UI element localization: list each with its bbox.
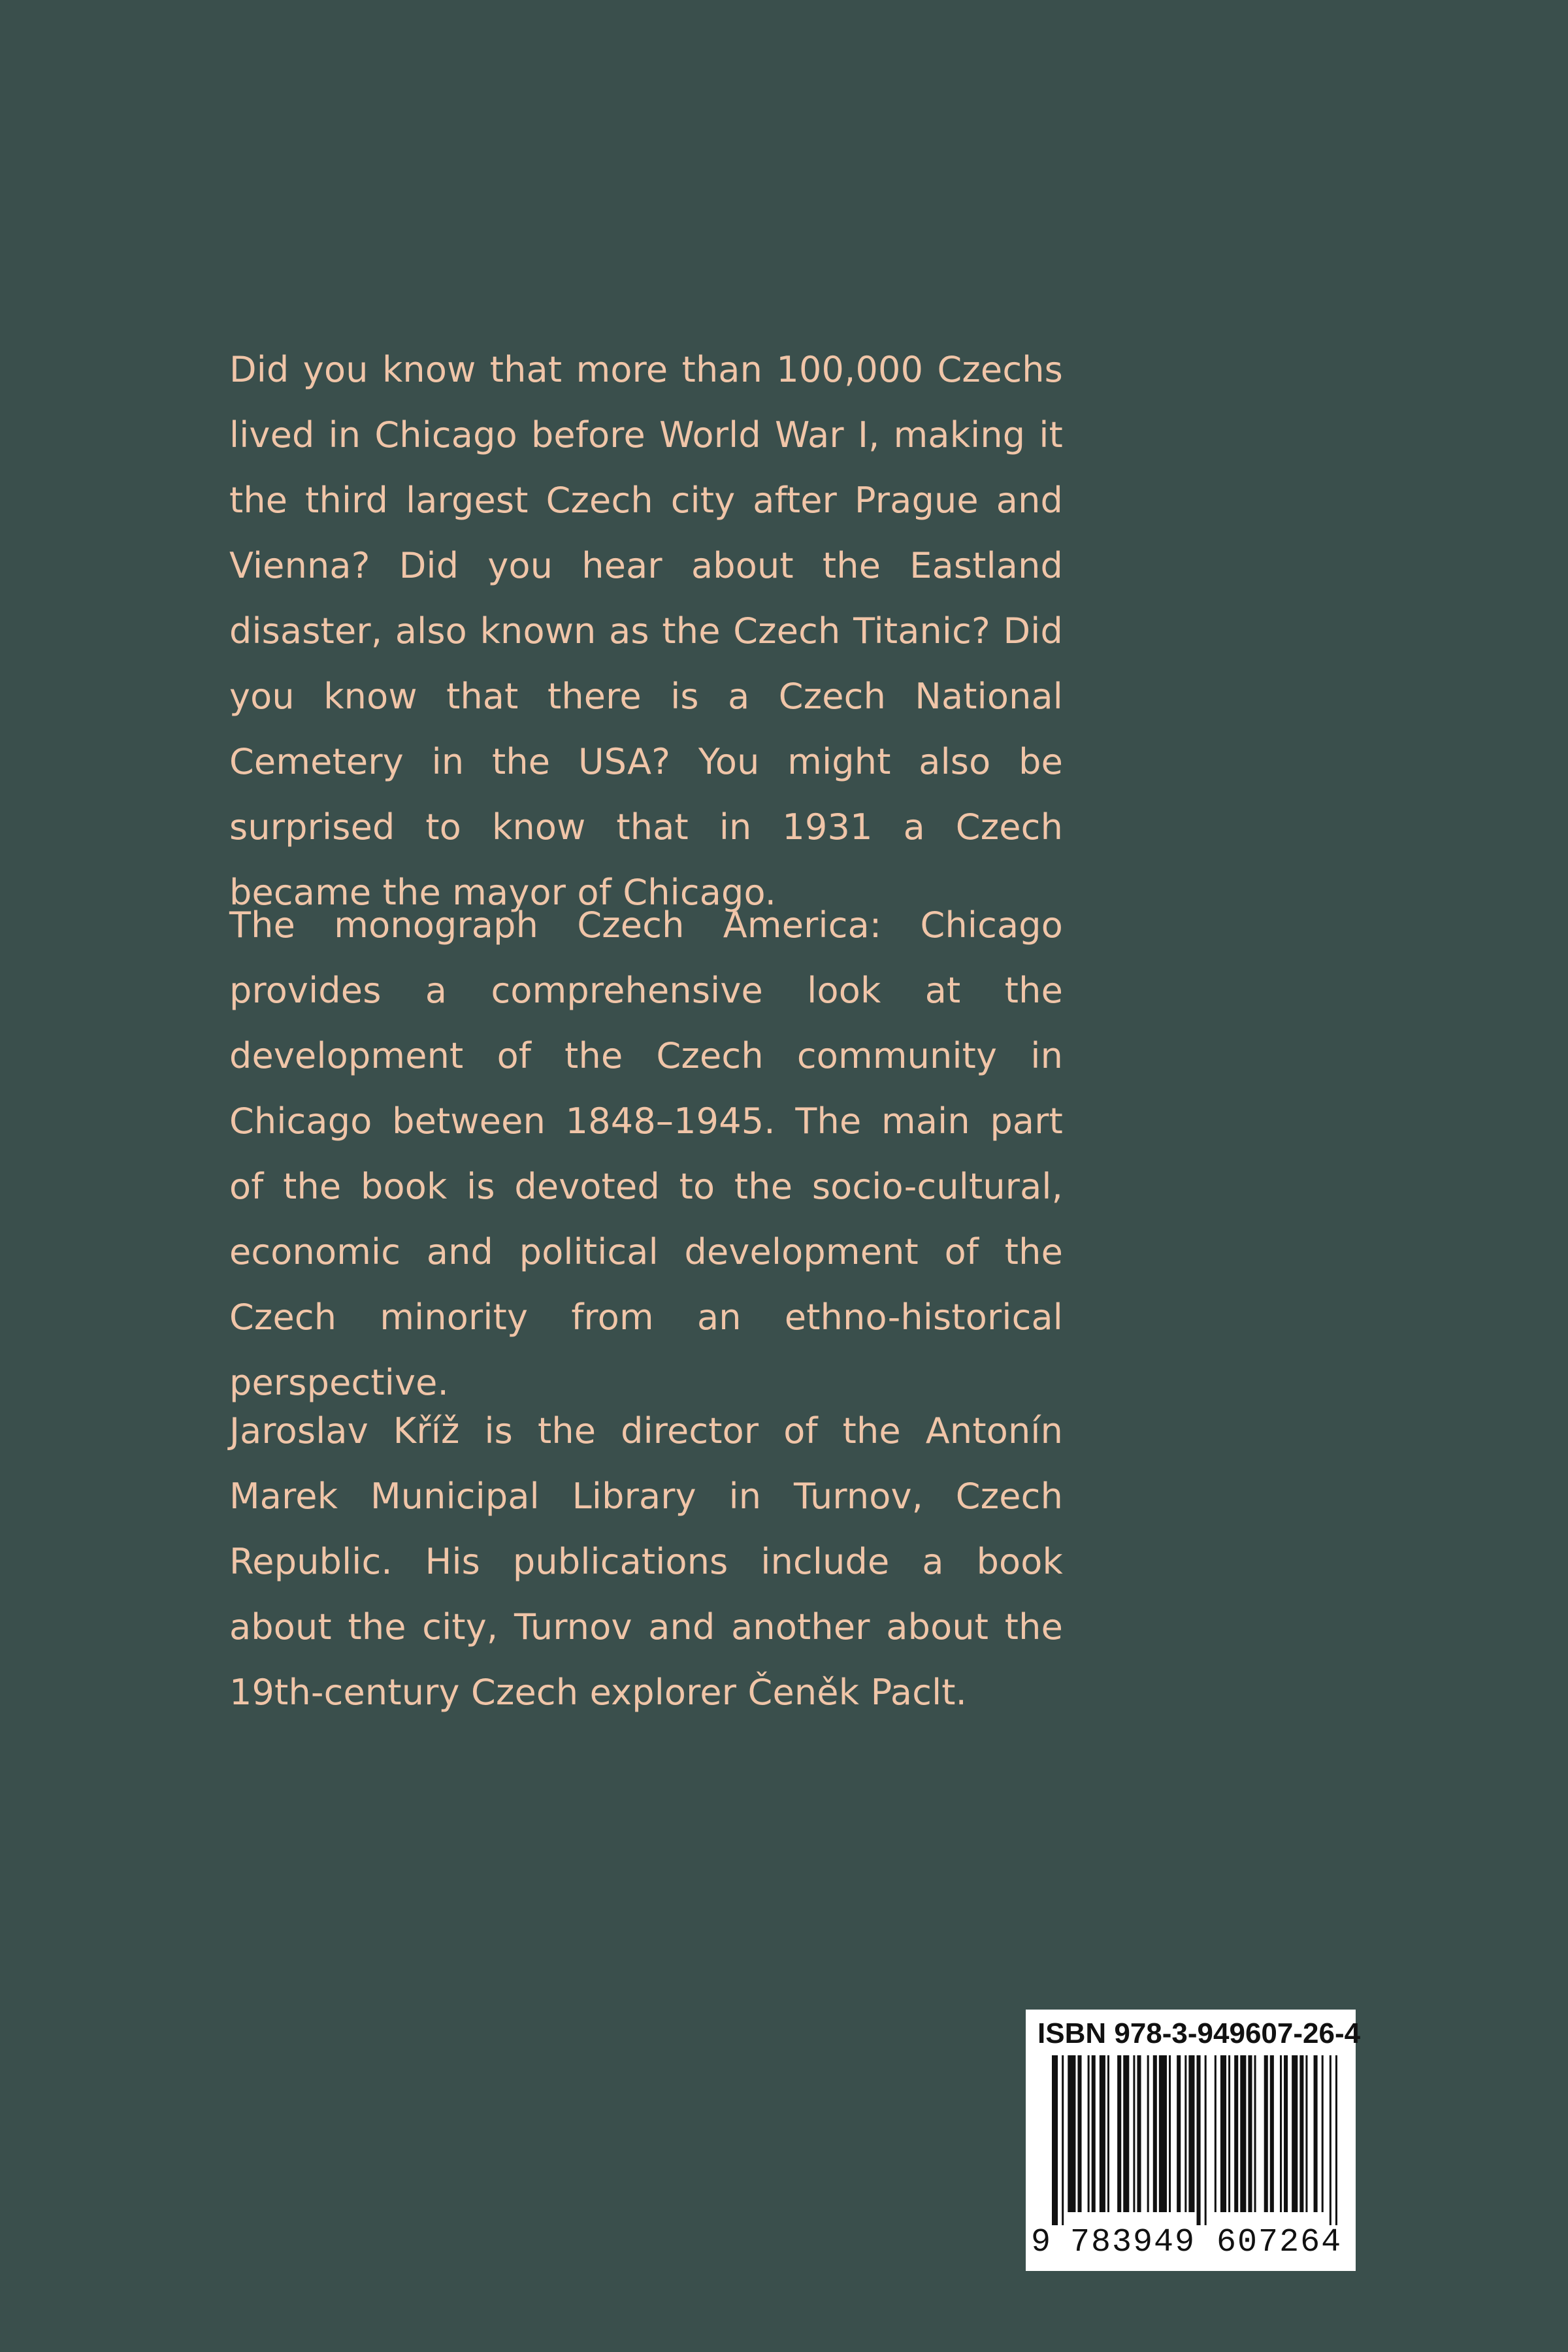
barcode-bar <box>1330 2055 1331 2225</box>
barcode-bar <box>1248 2055 1252 2212</box>
barcode-bar <box>1234 2055 1238 2212</box>
barcode-bar <box>1177 2055 1181 2212</box>
barcode-first-digit: 9 <box>1031 2224 1051 2261</box>
barcode-bar <box>1322 2055 1324 2212</box>
barcode-bar <box>1147 2055 1149 2212</box>
barcode-bar <box>1188 2055 1194 2212</box>
barcode-bar <box>1107 2055 1109 2212</box>
barcode-bar <box>1314 2055 1318 2212</box>
barcode-bar <box>1092 2055 1096 2212</box>
barcode-bar <box>1123 2055 1129 2212</box>
barcode-bar <box>1137 2055 1141 2212</box>
barcode-bar <box>1133 2055 1135 2212</box>
barcode-bar <box>1117 2055 1121 2212</box>
barcode-bar <box>1335 2055 1337 2225</box>
isbn-label: ISBN 978-3-949607-26-4 <box>1037 2017 1361 2049</box>
barcode-bar <box>1068 2055 1075 2212</box>
barcode-bar <box>1159 2055 1167 2212</box>
barcode-bar <box>1270 2055 1274 2212</box>
barcode-number: 783949 607264 <box>1070 2224 1343 2261</box>
barcode-bar <box>1088 2055 1090 2212</box>
barcode-bar <box>1254 2055 1256 2212</box>
barcode-bar <box>1215 2055 1217 2212</box>
author-bio-paragraph: Jaroslav Kříž is the director of the Antonín Marek Municipal Library in Turnov, Czech Republic. His publications include a book about the city, Turnov and another about the 19th-century Czech explorer Čeněk Paclt. <box>229 1410 1063 1713</box>
barcode-bar <box>1299 2055 1303 2212</box>
barcode-bar <box>1197 2055 1201 2225</box>
barcode-bar <box>1280 2055 1282 2212</box>
barcode-bar <box>1284 2055 1288 2212</box>
barcode-bar <box>1220 2055 1226 2212</box>
barcode-bar <box>1305 2055 1307 2212</box>
barcode-bar <box>1153 2055 1157 2212</box>
blurb-paragraph-1: Did you know that more than 100,000 Czechs lived in Chicago before World War I, making it the third largest Czech city after Prague and Vienna? Did you hear about the Eastland disaster, also known as the Czech Titanic? Did you know that there is a Czech National Cemetery in the USA? You might also be surprised to know that in 1931 a Czech became the mayor of Chicago. <box>229 349 1063 913</box>
barcode-bar <box>1077 2055 1081 2212</box>
barcode-bar <box>1100 2055 1105 2212</box>
barcode-bar <box>1205 2055 1207 2225</box>
barcode-bar <box>1264 2055 1268 2212</box>
barcode-bar <box>1240 2055 1246 2212</box>
barcode-bar <box>1292 2055 1298 2212</box>
barcode-bar <box>1228 2055 1230 2212</box>
barcode-bar <box>1052 2055 1058 2225</box>
barcode-bars <box>1052 2055 1339 2225</box>
barcode-bar <box>1184 2055 1186 2212</box>
barcode-digits <box>1031 2224 1351 2261</box>
isbn-barcode <box>1026 2010 1361 2271</box>
blurb-paragraph-2: The monograph Czech America: Chicago provides a comprehensive look at the development of the Czech community in Chicago between 1848–1945. The main part of the book is devoted to the socio-cultural, economic and political development of the Czech minority from an ethno-historical perspective. <box>229 904 1063 1403</box>
barcode-bar <box>1169 2055 1171 2212</box>
barcode-bar <box>1062 2055 1064 2225</box>
